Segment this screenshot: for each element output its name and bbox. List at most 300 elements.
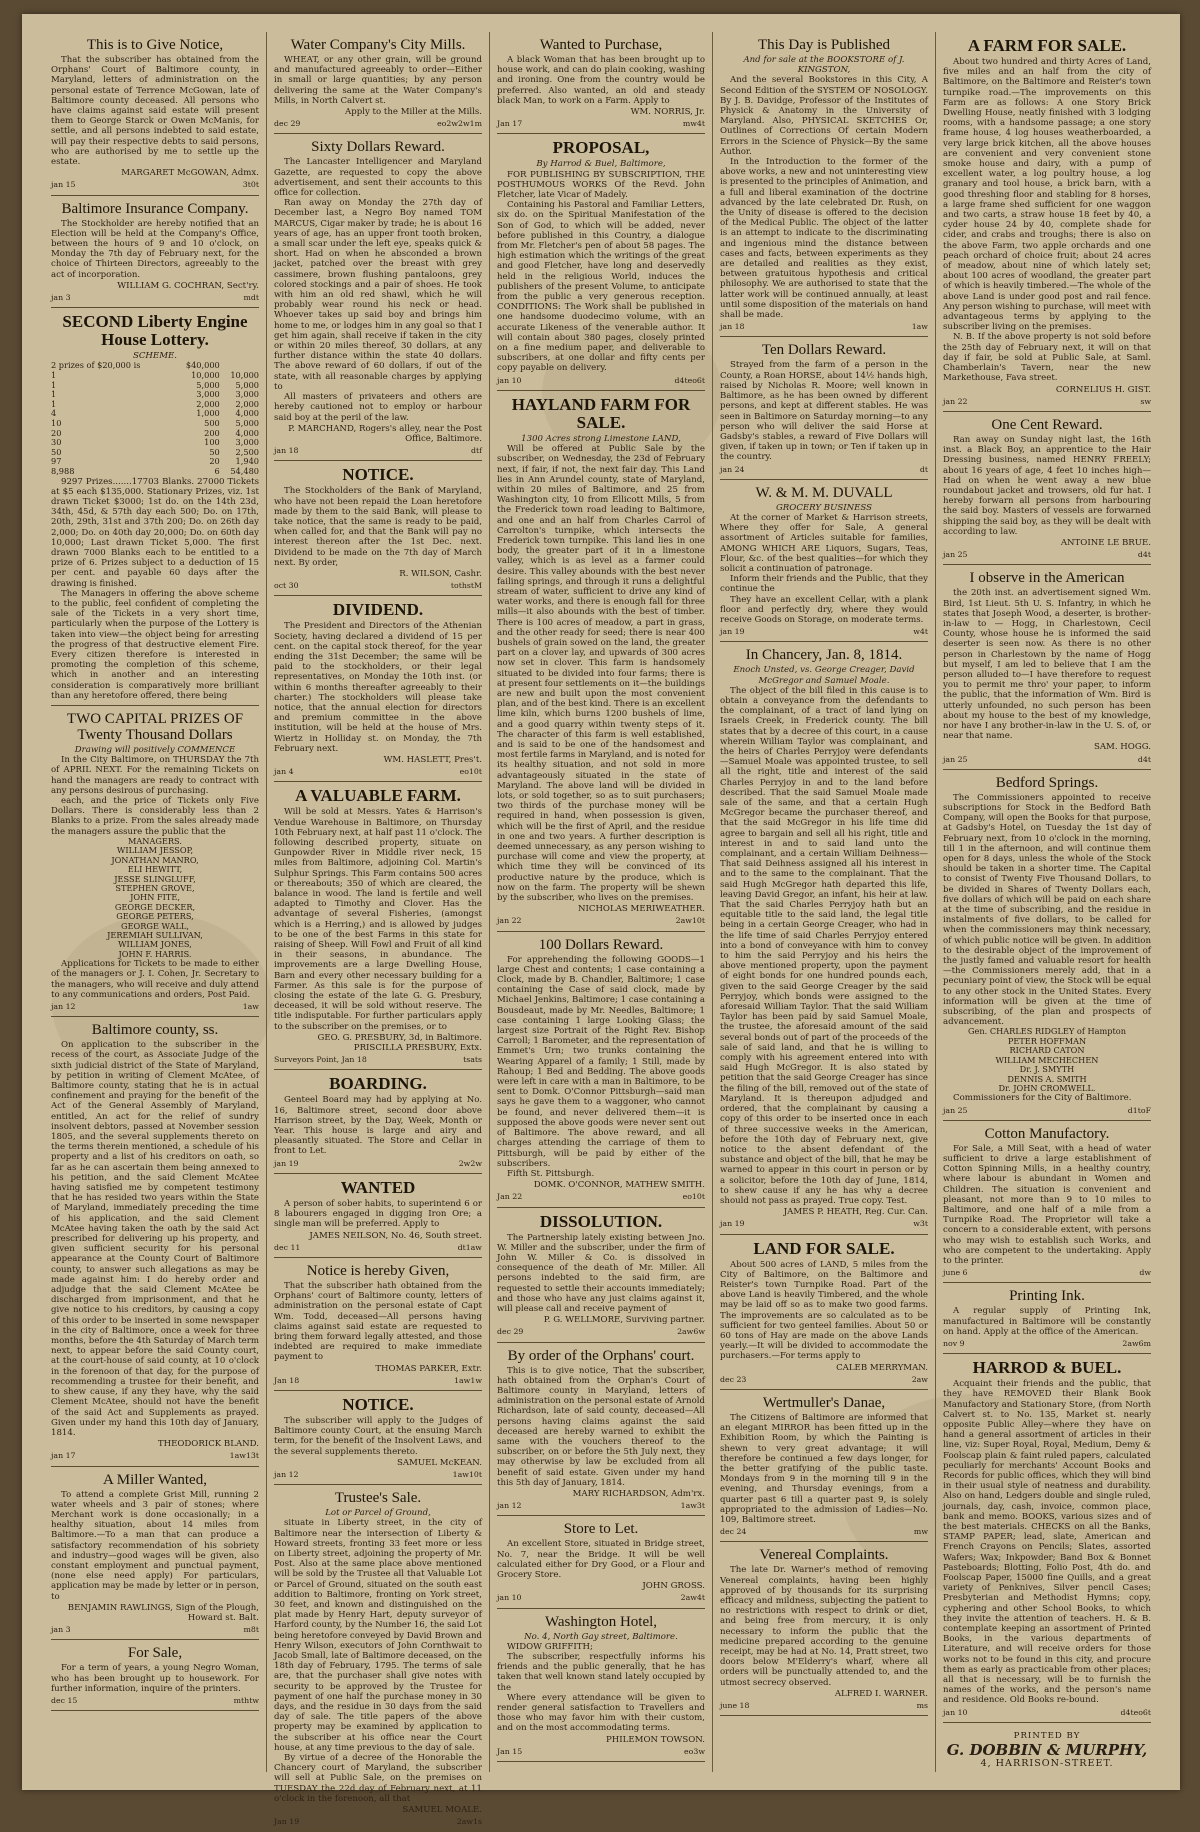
scheme-row: [51, 419, 259, 429]
ad-signature: Apply to the Miller at the Mills.: [345, 107, 482, 118]
ad-date: Jan 17: [497, 119, 523, 129]
advertisement: [274, 1174, 482, 1258]
ad-body: Ran away on Sunday night last, the 16th inst. a Black Boy, an apprentice to the Hair Dressing business, named HENRY FREELY; about 16 years of age, 4 feet 10 inches high—Had on when he went away a new blue roundabout jacket and trowsers, old fur hat. I hereby forwarn all persons from harbouring the said boy. Masters of vessels are forwarned shipping the said boy, as they will be dealt with according to law.: [943, 434, 1151, 537]
ad-insertion-code: eo2w2w1m: [437, 119, 482, 129]
scheme-cell: 6: [214, 466, 220, 476]
column-1: [44, 32, 267, 1772]
scheme-cell: 10,000: [230, 370, 259, 381]
scheme-row: [51, 361, 259, 371]
ad-subhead: GROCERY BUSINESS: [775, 502, 873, 513]
ad-date: jan 24: [720, 464, 745, 474]
ad-headline: NOTICE.: [342, 465, 414, 485]
advertisement: [51, 1640, 259, 1711]
ad-date: jan 17: [51, 1451, 76, 1461]
ad-signature: JOHN GROSS.: [642, 1581, 705, 1592]
ad-headline: A Miller Wanted,: [103, 1471, 207, 1488]
advertisement: [943, 1283, 1151, 1354]
ad-insertion-code: dtf: [470, 446, 482, 456]
ad-dateline: [720, 465, 928, 475]
ad-insertion-code: 1aw3t: [680, 1501, 705, 1511]
ad-tail-text: All masters of privateers and others are hereby cautioned not to employ or harbour said boy at the peril of the law.: [274, 392, 482, 423]
ad-body: The President and Directors of the Athenian Society, having declared a dividend of 15 per cent. on the capital stock thereof, for the year ending the 31st December; the same will be paid to the stockholders, or their legal representatives, on Monday the 10th inst. (or within 6 months thereafter agreeably to their charter.) The stockholders will please take notice, that the annual election for directors and premium committee in the above institution, will be held at the house of Mrs. Wiertz in Holliday st. on Monday, the 7th February next.: [274, 621, 482, 754]
advertisement: [51, 308, 259, 706]
ad-extra-text: WIDOW GRIFFITH;: [507, 1641, 593, 1652]
ad-body: Inform their friends and the Public, that they continue the: [720, 574, 928, 595]
ad-subhead: Enoch Unsted, vs. George Creager, David McGregor and Samuel Moale.: [733, 665, 915, 686]
ad-body: An excellent Store, situated in Bridge street, No. 7, near the Bridge. It will be well calculated either for Dry Good, or a Flour and Grocery Store.: [497, 1539, 705, 1580]
ad-headline: HARROD & BUEL.: [972, 1358, 1122, 1378]
ad-body: The subscriber will apply to the Judges of Baltimore county Court, at the ensuing March term, for the benefit of the Insolvent Laws, and the several supplements thereto.: [274, 1415, 482, 1457]
advertisement: [51, 196, 259, 309]
scheme-cell: 10,000: [191, 370, 220, 381]
ad-headline: One Cent Reward.: [991, 416, 1103, 433]
ad-headline: I observe in the American: [969, 570, 1125, 587]
ad-date: dec 23: [720, 1374, 747, 1384]
ad-body: The Commissioners appointed to receive subscriptions for Stock in the Bedford Bath Company, will open the Books for that purpose, at Gadsby's Hotel, on Tuesday the 1st day of February next, from 10 o'clock in the morning, till 1 in the afternoon, and will continue them open for 8 days, unless the whole of the Stock should be taken in a shorter time. The Capital to consist of Twenty Five Thousand Dollars, to be divided in Shares of Twenty Dollars each, five dollars of which will be paid on each share at the time of subscribing, and the residue in instalments of five dollars, to be called for when the commissioners may think necessary, of which public notice will be given. In addition to the desirable object of the improvement of the justly famed and valuable resort for health—the Commissioners merely add, that in a pecuniary point of view, the Stock will be equal to any other stock in the United States. Every information will be given at the time of subscribing, of the plan and prospects of advancement.: [943, 792, 1151, 1028]
ad-date: jan 15: [51, 180, 76, 190]
ad-dateline: [720, 322, 928, 332]
ad-subhead: SCHEME.: [132, 351, 178, 362]
scheme-cell: 5,000: [235, 379, 259, 390]
ad-body: A regular supply of Printing Ink, manufactured in Baltimore will be constantly on hand. Apply at the office of the American.: [943, 1306, 1151, 1337]
list-name: RICHARD CATON: [1009, 1045, 1085, 1056]
ad-headline: Washington Hotel,: [544, 1613, 658, 1630]
scheme-cell: 2 prizes of $20,000 is: [51, 360, 141, 371]
advertisement: [720, 642, 928, 1234]
ad-date: jan 12: [51, 1001, 76, 1011]
advertisement: [720, 480, 928, 643]
list-name: PETER HOFFMAN: [1007, 1035, 1087, 1046]
advertisement: [51, 706, 259, 1017]
scheme-row: [51, 438, 259, 448]
ad-body: About 500 acres of LAND, 5 miles from the City of Baltimore, on the Baltimore and Reister's town Turnpike Road. Part of the above Land is heavily Timbered, and the whole may be laid off so as to make two good farms. The improvements are so calculated as to be sufficient for two genteel families. About 50 or 60 tons of Hay are made on the above Lands yearly.—It will be divided to accommodate the purchasers.—For terms apply to: [720, 1259, 928, 1362]
ad-headline: 100 Dollars Reward.: [538, 936, 664, 953]
ad-signature: SAMUEL MOALE.: [402, 1805, 482, 1816]
ad-date: jan 3: [51, 293, 71, 303]
ad-date: jan 22: [497, 916, 522, 926]
ad-insertion-code: 2aw4t: [680, 1593, 705, 1603]
ad-body: By virtue of a decree of the Honorable the Chancery court of Maryland, the subscriber will sell at Public Sale, on the premises on TUESDAY the 22d day of February next, at 11 o'clock in the forenoon, all that: [274, 1753, 482, 1804]
scheme-cell: 1: [51, 389, 57, 400]
ad-extra-text: situate in Liberty street, in the city of Baltimore near the intersection of Liberty & Howard streets, fronting 33 feet more or less on Liberty street, adjoining the property of Mr. Post. Also at the same place above mentioned will be sold by the Trustee all that Valuable Lot or Parcel of Ground, situated on the south east addition to Baltimore, fronting on York street, 30 feet, and known and distinguished on the plat made by Henry Hart, deputy surveyor of Harford county, by the Number 16, the said Lot being heretofore conveyed by David Brown and Henry Wilson, executors of John Cornthwait to Jacob Small, late of Baltimore deceased, on the 18th day of February, 1795. The terms of sale are, that the purchaser shall give notes with security to be approved by the Trustee for payment of one half the purchase money in 30 days, and the residue in 30 days from the said day of sale. The title papers of the above property may be examined by application to the subscriber at his office near the Court house, at any time previous to the day of sale.: [274, 1518, 482, 1753]
scheme-cell: 3,000: [235, 389, 259, 400]
ad-signature: SAMUEL McKEAN.: [396, 1457, 482, 1468]
ad-date: june 18: [720, 1701, 750, 1711]
ad-body: That the subscriber hath obtained from the Orphans' court of Baltimore county, letters of administration on the personal estate of Capt Wm. Todd, deceased—All persons having claims against said estate are requested to bring them forward legally attested, and those indebted are required to make immediate payment to: [274, 1280, 482, 1363]
ad-dateline: [720, 1701, 928, 1711]
advertisement: [720, 1390, 928, 1542]
ad-headline: Trustee's Sale.: [334, 1490, 422, 1507]
ad-signature: SAM. HOGG.: [1093, 742, 1151, 753]
ad-date: dec 11: [274, 1242, 301, 1252]
column-2: [267, 32, 490, 1827]
ad-headline: For Sale,: [127, 1645, 183, 1662]
ad-body: WHEAT, or any other grain, will be ground and manufactured agreeably to order—Either in small or large quantities; by any person delivering the same at the Water Company's Mills, in North Calvert st.: [274, 55, 482, 106]
ad-insertion-code: 1aw: [242, 1001, 259, 1011]
ad-body: The late Dr. Warner's method of removing Venereal complaints, having been highly approved of by thousands for its surprising efficacy and mildness, subjecting the patient to no restrictions with respect to drink or diet, and being free from mercury, it is only necessary to inform the public that the medicine prepared according to the genuine receipt, may be had at No. 14, Pratt street, two doors below M'Elderry's wharf, where all orders will be punctually attended to, and the utmost secrecy observed.: [720, 1565, 928, 1688]
scheme-cell: 200: [204, 427, 220, 438]
ad-dateline: [497, 1593, 705, 1603]
ad-signature: WILLIAM G. COCHRAN, Sect'ry.: [117, 280, 259, 291]
scheme-row: [51, 409, 259, 419]
ad-date: dec 29: [274, 119, 301, 129]
advertisement: [497, 1609, 705, 1762]
scheme-cell: 2,000: [196, 398, 220, 409]
ad-date: dec 29: [497, 1327, 524, 1337]
ad-dateline: [497, 1327, 705, 1337]
ad-insertion-code: d4t: [1137, 754, 1151, 764]
ad-dateline: [943, 550, 1151, 560]
ad-insertion-code: tsats: [463, 1055, 482, 1065]
scheme-cell: 5,000: [196, 379, 220, 390]
ad-tail-text: Fifth St. Pittsburgh.: [507, 1168, 595, 1179]
imprint-label: PRINTED BY: [1013, 1730, 1081, 1741]
ad-body: The Stockholders of the Bank of Maryland, who have not been repaid the Loan heretofore made by them to the said Bank, will please to take notice, that the same is ready to be paid, when called for, and that the Bank will pay no interest thereon after the 1st Dec. next. Dividend to be made on the 7th day of March next. By order,: [274, 486, 482, 568]
ad-date: Jan 19: [274, 1817, 300, 1827]
ad-body: For Sale, a Mill Seat, with a head of water sufficient to drive a large establishment of Cotton Spinning Mills, in a healthy country, where labour is abundant in Women and Children. The situation is convenient and pleasant, not more than 9 to 10 miles to Baltimore, and one half of a mile from a Turnpike Road. The Proprietor will take a concern to a considerable extent, with persons who may wish to establish such Works, and who are competent to the undertaking. Apply to the printer.: [943, 1143, 1151, 1266]
ad-insertion-code: 3t0t: [242, 180, 259, 190]
advertisement: [274, 461, 482, 596]
ad-signature: NICHOLAS MERIWEATHER.: [577, 904, 705, 915]
imprint-address: 4, HARRISON-STREET.: [980, 1758, 1114, 1770]
ad-signature: THEODORICK BLAND.: [157, 1439, 259, 1450]
ad-headline: BOARDING.: [329, 1074, 427, 1094]
ad-date: jan 10: [497, 375, 522, 385]
advertisement: [274, 1485, 482, 1832]
ad-subhead: No. 4, North Gay street, Baltimore.: [524, 1631, 678, 1642]
ad-body: Containing his Pastoral and Familiar Letters, six do. on the Spiritual Manifestation of the Son of God, to which will be added, never before published in this Country, a dialogue from Mr. Fletcher's pen of about 58 pages. The high estimation which the writings of the great and good Fletcher, have long and deservedly held in the religious World, induces the publishers of the present Volume, to anticipate from the public a very generous reception. CONDITIONS: The Work shall be published in one handsome duodecimo volume, with an accurate Likeness of the venerable author. It will contain about 380 pages, closely printed on a fine medium paper, and deliverable to subscribers, at one dollar and fifty cents per copy payable on delivery.: [497, 200, 705, 374]
ad-tail-text: N. B. If the above property is not sold before the 25th day of February next, it will on that day if fair, be sold at Public Sale, at Saml. Chamberlain's Tavern, near the new Markethouse, Fava street.: [943, 332, 1151, 384]
ad-headline: Venereal Complaints.: [759, 1547, 889, 1564]
ad-dateline: [497, 119, 705, 129]
list-name: GEORGE DECKER,: [114, 901, 196, 912]
ad-headline: Water Company's City Mills.: [290, 37, 466, 53]
ad-signature: MARY RICHARDSON, Adm'rx.: [572, 1488, 705, 1499]
advertisement: [943, 770, 1151, 1121]
ad-insertion-code: d1toF: [1127, 1105, 1151, 1115]
ad-body: To attend a complete Grist Mill, running 2 water wheels and 3 pair of stones; where Merchant work is done occasionally; in a healthy situation, about 14 miles from Baltimore.—To a man that can produce a satisfactory recommendation of his sobriety and industry—good wages will be given, also constant employment and punctual payment, (none else need apply) For particulars, application may be made by letter or in person, to: [51, 1489, 259, 1602]
advertisement: [274, 1391, 482, 1485]
list-name: WILLIAM JONES,: [118, 939, 192, 950]
advertisement: [497, 1343, 705, 1517]
scheme-cell: $40,000: [185, 360, 220, 371]
scheme-cell: 5,000: [235, 418, 259, 429]
column-5: [936, 32, 1158, 1772]
ad-dateline: [274, 1159, 482, 1169]
scheme-cell: 4,000: [235, 408, 259, 419]
ad-signature: THOMAS PARKER, Extr.: [375, 1363, 482, 1374]
ad-headline: This is to Give Notice,: [86, 37, 224, 53]
list-name: JEREMIAH SULLIVAN,: [107, 929, 203, 940]
ad-dateline: [943, 1339, 1151, 1349]
ad-signature: ANTOINE LE BRUE.: [1060, 537, 1151, 548]
advertisement: [720, 32, 928, 337]
lottery-scheme-table: [51, 361, 259, 476]
advertisement: [274, 32, 482, 134]
ad-dateline: [943, 755, 1151, 765]
scheme-cell: 500: [204, 418, 220, 429]
advertisement: [943, 412, 1151, 565]
ad-subhead: And for sale at the BOOKSTORE of J. KINGSTON,: [743, 55, 905, 76]
ad-signature: WM. HASLETT, Pres't.: [383, 754, 482, 765]
newspaper-page: [22, 14, 1180, 1827]
ad-insertion-code: mw4t: [682, 119, 705, 129]
list-name: GEORGE WALL,: [121, 920, 189, 931]
ad-body: Will be offered at Public Sale by the subscriber, on Wednesday, the 23d of February next, if fair, if not, the next fair day. This Land lies in Ann Arundel county, state of Maryland, within 20 miles of Baltimore, and 25 from Washington city, 10 from Ellicott Mills, 5 from the Frederick town road leading to Baltimore, and one and an half from Charles Carrol of Carrolton's turnpike, which intersects the Frederick town turnpike. This land lies in one body, the greater part of it in a limestone valley, which is as level as a farmer could desire. This valley abounds with the best never failing springs, and through it runs a delightful stream of water, sufficient to drive any kind of water works, and there is enough fall for three mills—it also abounds with the best of timber. There is 100 acres of meadow, a part in grass, and the other ready for seed; there is near 400 bushels of grain sowed on the land, the greater part on a clover lay, and upwards of 300 acres now set in clover. This farm is handsomely situated to be divided into four farms; there is at present four settlements on it—the buildings are new and built upon the most convenient plan, and of the best kind. There is an excellent lime kiln, which burns 1200 bushels of lime, and a good quarry within twenty steps of it. The character of this farm is well established, and is said to be one of the handsomest and most fertile farms in Maryland, and is noted for its healthy situation, and not sold in more advantageously situated in the state of Maryland. The above land will be divided in lots, or sold together, so as to suit purchasers; two thirds of the purchase money will be required in hand, when possession is given, which will be the first of April, and the residue in one and two years. A further description is deemed unnecessary, as any person wishing to purchase will come and view the property, at which time they will be convinced of its productive nature by the produce, which is now on the farm. The property will be shewn by the subscriber, who lives on the premises.: [497, 444, 705, 904]
list-name: JOHN F. HARRIS.: [118, 948, 192, 959]
ad-body: The object of the bill filed in this cause is to obtain a conveyance from the defendants to the complainant, of a tract of land lying on Israels Creek, in Frederick county. The bill states that by a decree of this court, in a cause wherein William Taylor was complainant, and the heirs of Charles Perryjoy were defendants—Samuel Moale was appointed trustee, to sell all the right, title and interest of the said Charles Perryjoy in and to the land before described. That the said Samuel Moale made sale of the same, and that a certain Hugh McGregor became the purchaser thereof, and that the said McGregor in his life time did agree to bargain and sell all his right, title and interest in and to said land unto the complainant, and a certain William Deihness—That said Deihness assigned all his interest in and to the same to the complainant. That the said Hugh McGregor hath departed this life, leaving David Gregor, an infant, his heir at law. That the said Charles Perryjoy hath but an equitable title to the said land, the legal title being in a certain George Creager, who had in the life time of said Charles Perryjoy entered into a bond of conveyance with him to convey to him the said Perryjoy and his heirs the above mentioned property, upon the payment of eight bonds for one hundred pounds each, given to the said George Creager by the said Perryjoy, which bonds were assigned to the aforesaid William Taylor. That the said William Taylor has been paid by said Samuel Moale, the trustee, the aforesaid amount of the said several bonds out of part of the proceeds of the sale of said land, and that he is willing to comply with his agreement entered into with said Hugh McGregor. It is also stated by petition that the said George Creager has since the filing of the bill, removed out of the state of Maryland. It is thereupon adjudged and ordered, that the complainant by causing a copy of this order to be inserted once in each of three successive weeks in the American, before the 10th day of February next, give notice to the absent defendant of the substance and object of the bill, that he may be warned to appear in this court in person or by a solicitor, before the 10th day of June, 1814, to shew cause if any he has why a decree should not pass as prayed. True copy. Test.: [720, 685, 928, 1206]
ad-date: dec 15: [51, 1695, 78, 1705]
ad-dateline: [51, 1451, 259, 1461]
ad-date: jan 10: [943, 1707, 968, 1717]
scheme-cell: 1: [51, 379, 57, 390]
ad-body: For apprehending the following GOODS—1 large Chest and contents; 1 case containing a Clock, made by B. Chandler, Baltimore; 1 case containing the Case of said clock, made by Michael Jenkins, Baltimore; 1 case containing a Bousdeaut, made by Mr. Needles, Baltimore; 1 case containing 1 large Looking Glass; the largest size Portrait of the Right Rev. Bishop Carroll; 1 Barometer, and the representation of Emmet's Urn; two trunks containing the Wearing Apparel of a family; 1 Still, made by Rahoup; 1 Bed and Bedding. The above goods were left in care with a man in Baltimore, to be sent to Domk. O'Connor Pittsburgh—said man says he gave them to a waggoner, who cannot be found, and never delivered them—it is supposed the above goods were never sent out of Baltimore. The above reward, and all charges attending the carriage of them to Pittsburgh, will be paid by either of the subscribers.: [497, 954, 705, 1169]
ad-signature: R. WILSON, Cashr.: [399, 568, 482, 579]
ad-date: june 6: [943, 1268, 968, 1278]
ad-extra-text: In the City Baltimore, on THURSDAY the 7th of APRIL NEXT. For the remaining Tickets on hand the managers are ready to contract with any persons desirous of purchasing.: [51, 755, 259, 796]
advertisement: [274, 596, 482, 782]
ad-extra-text: FOR PUBLISHING BY SUBSCRIPTION, THE POSTHUMOUS WORKS Of the Revd. John Fletcher, late Vicar of Madely.: [497, 169, 705, 201]
ad-date: dec 24: [720, 1527, 747, 1537]
scheme-cell: 1,000: [196, 408, 220, 419]
ad-date: jan 18: [720, 322, 745, 332]
ad-date: Jan 18: [274, 1375, 300, 1385]
ad-date: jan 12: [497, 1501, 522, 1511]
ad-insertion-code: dt: [919, 464, 928, 474]
ad-body: About two hundred and thirty Acres of Land, five miles and an half from the city of Baltimore, on the Baltimore and Reister's town turnpike road.—The improvements on this Farm are as follows: A one Story Brick Dwelling House, neatly finished with 3 lodging rooms, with a handsome passage; a one story frame house, 4 log houses weatherboarded, a very large brick kitchen, all the above houses are convenient and very convenient stone smoke house and dairy, with a pump of excellent water, a log poultry house, a log granary and tool house, a brick barn, with a good threshing floor and stabling for 8 horses, a large frame shed sufficient for one waggon and two carts, a straw house 18 feet by 40, a cyder house 24 by 40, complete shade for cider, and crabs and troughs; there is also on the above Farm, two apple orchards and one peach orchard of choice fruit; about 24 acres of meadow, about nine of which lately set; about 100 acres of woodland, the greater part of which is heavily timbered.—The whole of the above Land is under good post and rail fence. Any person wishing to purchase, will meet with advantageous terms by applying to the subscriber living on the premises.: [943, 57, 1151, 333]
list-name: GEORGE PETERS,: [116, 911, 194, 922]
ad-date: oct 30: [274, 581, 299, 591]
scheme-cell: 100: [204, 437, 220, 448]
ad-headline: SECOND Liberty Engine House Lottery.: [62, 312, 248, 350]
ad-body: A person of sober habits, to superintend 6 or 8 labourers engaged in digging Iron Ore; a single man will be preferred. Apply to: [274, 1198, 482, 1230]
ad-insertion-code: 2aw6m: [1122, 1338, 1151, 1348]
advertisement: [497, 134, 705, 390]
scheme-row: [51, 429, 259, 439]
ad-body: Strayed from the farm of a person in the County, a Roan HORSE, about 14½ hands high, raised by Nicholas R. Moore; well known in Baltimore, as he has been owned by different persons, and kept at different stables. He was seen in Baltimore on Saturday morning—to any person who will deliver the said Horse at Gadsby's stables, a reward of Five Dollars will given, if taken up in town; or Ten if taken up in the country.: [720, 360, 928, 463]
ad-dateline: [497, 1747, 705, 1757]
ad-body: Genteel Board may had by applying at No. 16, Baltimore street, second door above Harrison street, by the Day, Week, Month or Year. This house is large and airy and pleasantly situated. The Store and Cellar in front to Let.: [274, 1095, 482, 1157]
ad-insertion-code: mdt: [243, 293, 259, 303]
ad-date: jan 25: [943, 550, 968, 560]
ad-dateline: [274, 1817, 482, 1827]
ad-dateline: [51, 1696, 259, 1706]
ad-insertion-code: eo10t: [459, 767, 482, 777]
scheme-row: [51, 381, 259, 391]
ad-headline: In Chancery, Jan. 8, 1814.: [745, 647, 903, 664]
ad-body: In the Introduction to the former of the above works, a new and not uninteresting view is presented to the principles of Animation, and a full and liberal examination of the doctrine advanced by the late celebrated Dr. Rush, on the Unity of disease is offered to the decision of the Medical Public. The object of the latter is an attempt to indicate to the discriminating and ingenious mind the distance between cases and facts, between experiments as they are detailed and realities as they exist, between gratuitous hypothesis and critical philosophy. We are authorised to state that the latter work will be continued annually, at least until some disposition of the materials on hand shall be made.: [720, 157, 928, 321]
ad-dateline: [720, 1527, 928, 1537]
ad-extra-text: The Lancaster Intelligencer and Maryland Gazette, are requested to copy the above advertisement, and sent their accounts to this office for collection.: [274, 157, 482, 199]
ad-signature: JAMES P. HEATH, Reg. Cur. Can.: [783, 1207, 928, 1218]
ad-headline: Bedford Springs.: [995, 774, 1099, 791]
ad-dateline: [274, 1470, 482, 1480]
ad-insertion-code: 1aw10t: [452, 1469, 482, 1479]
ad-date: jan 3: [51, 1625, 71, 1635]
ad-headline: By order of the Orphans' court.: [507, 1347, 695, 1364]
scheme-row: [51, 457, 259, 467]
ad-headline: PROPOSAL,: [552, 138, 650, 158]
ad-tail-text: Where every attendance will be given to render general satisfaction to Travellers and those who may favor him with their custom, and on the most accommodating terms.: [497, 1692, 705, 1734]
scheme-cell: 8,988: [51, 466, 75, 476]
ad-insertion-code: d4teo6t: [1120, 1707, 1151, 1717]
ad-body: The Citizens of Baltimore are informed that an elegant MIRROR has been fitted up in the Exhibition Room, by which the Painting is shewn to very great advantage; it will therefore be continued a few days longer, for the better gratifying of the public taste. Mondays from 9 in the morning till 9 in the evening, and Thursday evenings, from a quarter past 6 till a quarter past 9, is solely appropriated to the admission of Ladies—No. 109, Baltimore street.: [720, 1412, 928, 1525]
ad-insertion-code: m8t: [243, 1625, 259, 1635]
advertisement: [943, 565, 1151, 769]
ad-signature: MARGARET McGOWAN, Admx.: [121, 168, 259, 179]
ad-body: This is to give notice, That the subscriber, hath obtained from the Orphan's Court of Baltimore county in Maryland, letters of administration on the personal estate of Arnold Richardson, late of said county, deceased—All persons having claims against the said deceased are hereby warned to exhibit the same with the vouchers thereof to the subscriber, on or before the 5th July next, they may otherwise by law be excluded from all benefit of said estate. Given under my hand this 5th day of January, 1814.: [497, 1365, 705, 1488]
ad-body: Will be sold at Messrs. Yates & Harrison's Vendue Warehouse in Baltimore, on Thursday 10th February next, at half past 11 o'clock. The following described property, situate on Gunpowder River in Middle river neck, 15 miles from Baltimore, adjoining Col. Martin's Sulphur Springs. This Farm contains 500 acres or thereabouts; 350 of which are cleared, the balance in wood. The land is fertile and well adapted to Timothy and Clover. Has the advantage of several Fisheries, (amongst which is a Herring,) and is allowed by judges to be one of the best Farms in this state for raising of Sheep. Will Fowl and Fruit of all kind in their seasons, in abundance. The improvements are a large Dwelling House, Barn and every other necessary building for a Farmer. As this sale is for the purpose of closing the estate of the late G. G. Presbury, deceased, it will be sold without reserve. The title indisputable. For further particulars apply to the subscriber on the premises, or to: [274, 807, 482, 1032]
ad-insertion-code: eo10t: [682, 1192, 705, 1202]
scheme-cell: 50: [51, 446, 62, 457]
ad-signature: ALFRED I. WARNER.: [834, 1688, 928, 1699]
ad-body: The Managers in offering the above scheme to the public, feel confident of completing the sale of the Tickets in a very short time, particularly when the purpose of the Lottery is taken into view—the object being for arresting the progress of that destructive element Fire. Every citizen therefore is interested in promoting the completion of this scheme, which in another and an interesting consideration is comparatively more brilliant than any heretofore offered, there being: [51, 588, 259, 701]
scheme-row: [51, 467, 259, 477]
advertisement: [720, 1542, 928, 1716]
ad-dateline: [51, 180, 259, 190]
list-name: STEPHEN GROVE,: [115, 882, 195, 893]
ad-dateline: [720, 1219, 928, 1229]
scheme-cell: 1: [51, 398, 57, 409]
ad-insertion-code: 1aw13t: [229, 1451, 259, 1461]
ad-date: Jan 22: [497, 1192, 523, 1202]
ad-dateline: [497, 1501, 705, 1511]
ad-body: The subscriber, respectfully informs his friends and the public generally, that he has taken that well known stand lately occupied by the: [497, 1652, 705, 1693]
scheme-cell: 2,500: [235, 446, 259, 457]
ad-signature: CALEB MERRYMAN.: [836, 1362, 928, 1373]
ad-body: For a term of years, a young Negro Woman, who has been brought up to housework. For further information, inquire of the printers.: [51, 1663, 259, 1694]
advertisement: [943, 1354, 1151, 1723]
ad-date: Jan 15: [497, 1746, 523, 1756]
ad-insertion-code: 2aw6w: [677, 1327, 705, 1337]
scheme-cell: 20: [209, 456, 220, 467]
ad-signature: CORNELIUS H. GIST.: [1055, 384, 1151, 395]
ad-dateline: [274, 119, 482, 129]
advertisement: [497, 32, 705, 134]
list-name: WILLIAM JESSOP,: [116, 845, 194, 856]
scheme-cell: 50: [209, 446, 220, 457]
scheme-row: [51, 390, 259, 400]
ad-body: Ran away on Monday the 27th day of December last, a Negro Boy named TOM MARCUS, Cigar maker by trade; he is about 16 years of age, has an upper front tooth broken, a small scar under the left eye, speaks quick & short. Had on when he absconded a brown jacket, patched over the breast with grey cassimere, brown flushing pantaloons, grey colored stockings and a pair of shoes. He took with him an old red shawl, which he will probably wear round his neck or head. Whoever takes up said boy and brings him home to me, or lodges him in any goal so that I get him again, shall receive if taken in the city or within 20 miles thereof, 30 dollars, at any further distance within the state 40 dollars. The above reward of 60 dollars, if out of the state, with all reasonable charges by applying to: [274, 198, 482, 392]
ad-extra-text: And the several Bookstores in this City, A Second Edition of the SYSTEM OF NOSOLOGY. By J. B. Davidge, Professor of the Institutes of Physick & Anatomy in the University of Maryland. Also, PHYSICAL SKETCHES Or, Outlines of Corrections Of certain Modern Errors in the Science of Physick—By the same Author.: [720, 75, 928, 157]
list-name: Dr. J. SMYTH: [1019, 1064, 1075, 1075]
ad-signature: BENJAMIN RAWLINGS, Sign of the Plough, Howard st. Balt.: [67, 1602, 259, 1623]
ad-date: jan 10: [497, 1593, 522, 1603]
advertisement: [943, 1121, 1151, 1284]
ad-dateline: [497, 1192, 705, 1202]
scheme-cell: 30: [51, 437, 62, 448]
ad-headline: A VALUABLE FARM.: [295, 786, 461, 806]
list-label: Gen. CHARLES RIDGLEY of Hampton: [968, 1026, 1126, 1037]
ad-tail-text: Commissioners for the City of Baltimore.: [953, 1093, 1132, 1104]
advertisement: [274, 1258, 482, 1391]
list-name: Dr. JOHN CROMWELL.: [998, 1082, 1096, 1093]
ad-subhead: By Harrod & Buel, Baltimore,: [536, 159, 666, 170]
ad-body: each, and the price of Tickets only Five Dollars. There is considerably less than 2 Blanks to a prize. From the sales already made the managers assure the public that the: [51, 796, 259, 837]
advertisement: [274, 1070, 482, 1173]
scheme-row: [51, 371, 259, 381]
ad-dateline: [274, 446, 482, 456]
ad-body: Acquaint their friends and the public, that they have REMOVED their Blank Book Manufactory and Stationary Store, (from North Calvert st. to No. 135, Market st. nearly opposite Public Alley—where they have on hand a general assortment of articles in their line, viz: Super Royal, Royal, Medium, Demy & Foolscap plain & faint ruled papers, calculated peculiarly for merchants' Account Books and Records for public offices, which they will bind in their usual style of neatness and durability. Also on hand, Ledgers double and single ruled, journals, day, cash, invoice, common place, bank and memo. BOOKS, various sizes and of the best materials. CHECKS on all the Banks, STAMP PAPER; lead, slate, American and French Crayons on Pencils; Slates, assorted Wafers; Wax; Inkpowder; Band Box & Bonnet Pasteboards; Blotting, Folio Post, 4th do. and Foolscap Paper, 15000 fine Quills, and a great variety of Penknives, Silver pencil Cases; Presbyterian and Methodist Hymns; copy, cyphering and other School Books, to which they invite the attention of teachers. H. & B. contemplate keeping an assortment of Printed Books, in the various departments of Literature, and will receive orders for those works not to be found in this city, and procure them as early as practicable from other places; all that is necessary, will be to furnish the names of the works, and the person's name and residence. Old Books re-bound.: [943, 1379, 1151, 1706]
ad-date: jan 25: [943, 1105, 968, 1115]
ad-headline: Baltimore county, ss.: [91, 1022, 219, 1039]
ad-signature: GEO. G. PRESBURY, 3d, in Baltimore. PRISCILLA PRESBURY, Extx.: [317, 1032, 482, 1054]
ad-headline: DIVIDEND.: [332, 600, 424, 620]
list-name: WILLIAM MECHECHEN: [995, 1054, 1099, 1065]
scheme-cell: 20: [51, 427, 62, 438]
ad-dateline: [274, 1376, 482, 1386]
ad-dateline: [274, 1243, 482, 1253]
advertisement: [497, 932, 705, 1208]
ad-headline: Wanted to Purchase,: [539, 37, 663, 53]
ad-headline: DISSOLUTION.: [539, 1211, 663, 1231]
ad-dateline: [943, 1708, 1151, 1718]
ad-body: On application to the subscriber in the recess of the court, as Associate Judge of the sixth judicial district of the State of Maryland, by petition in writing of Clement McAtee, of Baltimore county, stating that he is in actual confinement and praying for the benefit of the Act of the General Assembly of Maryland, entitled, An act for the relief of sundry insolvent debtors, passed at November session 1805, and the several supplements thereto on the terms therein mentioned, a schedule of his property and a list of his creditors on oath, so far as he can ascertain them being annexed to his petition, and the said Clement McAtee having satisfied me by competent testimony that he has resided two years within the State of Maryland, immediately preceding the time of his application, and the said Clement McAtee having taken the oath by the said Act prescribed for delivering up his property, and given sufficient security for his personal appearance at the County Court of Baltimore county, to answer such allegations as may be made against him: I do hereby order and adjudge that the said Clement McAtee be discharged from imprisonment, and that he give notice to his creditors, by causing a copy of this order to be inserted in some newspaper in the city of Baltimore, once a week for three months, before the 4th Saturday of March term next, to appear before the said County court, at the court-house of said county, at 10 o'clock in the forenoon of that day, for the purpose of recommending a trustee for their benefit, and to shew cause, if any they have, why the said Clement McAtee, should not have the benefit of the said Act and Supplements as prayed. Given under my hand this 10th day of January, 1814.: [51, 1040, 259, 1438]
scheme-cell: 4: [51, 408, 57, 419]
ad-headline: Wertmuller's Danae,: [762, 1394, 886, 1411]
ad-dateline: [943, 397, 1151, 407]
ad-dateline: [274, 581, 482, 591]
ad-dateline: [274, 1055, 482, 1065]
scheme-cell: 10: [51, 418, 62, 429]
advertisement: [497, 1208, 705, 1343]
ad-dateline: [497, 376, 705, 386]
ad-insertion-code: tothstM: [450, 581, 482, 591]
ad-signature: P. MARCHAND, Rogers's alley, near the Post Office, Baltimore.: [288, 423, 482, 444]
ad-signature: WM. NORRIS, Jr.: [630, 107, 705, 118]
scheme-cell: 3,000: [196, 389, 220, 400]
ad-headline: Ten Dollars Reward.: [761, 342, 887, 359]
ad-body: The Stockholder are hereby notified that an Election will be held at the Company's Office, between the hours of 9 and 10 o'clock, on Monday the 7th day of February next, for the choice of Thirteen Directors, agreeably to the act of incorporation.: [51, 218, 259, 280]
ad-subhead: Drawing will positively COMMENCE: [74, 745, 236, 756]
ad-headline: Store to Let.: [563, 1521, 639, 1538]
ad-dateline: [720, 627, 928, 637]
advertisement: [497, 1516, 705, 1608]
ad-insertion-code: 2w2w: [458, 1158, 482, 1168]
ad-insertion-code: w3t: [913, 1219, 928, 1229]
scheme-cell: 3,000: [235, 437, 259, 448]
columns-container: [44, 32, 1158, 1827]
ad-signature: JAMES NEILSON, No. 46, South street.: [309, 1230, 482, 1241]
ad-body: That the subscriber has obtained from the Orphans' Court of Baltimore county, in Maryland, letters of administration on the personal estate of Terrence McGowan, late of Baltimore county deceased. All persons who have claims against said estate will present them to George Starck or Owen McManis, for settle, and all persons indebted to said estate, will pay their respective debts to said persons, who are authorised by me to settle up the estate.: [51, 55, 259, 168]
ad-dateline: [51, 1002, 259, 1012]
ad-insertion-code: mthtw: [233, 1695, 259, 1705]
ad-date: jan 19: [274, 1158, 299, 1168]
ad-headline: W. & M. M. DUVALL: [755, 484, 893, 501]
ad-headline: Printing Ink.: [1009, 1288, 1085, 1305]
ad-insertion-code: mw: [913, 1527, 928, 1537]
advertisement: [51, 1467, 259, 1641]
ad-headline: NOTICE.: [342, 1394, 414, 1414]
ad-headline: WANTED: [340, 1177, 416, 1197]
ad-insertion-code: sw: [1140, 396, 1151, 406]
ad-date: jan 18: [274, 446, 299, 456]
list-name: DENNIS A. SMITH: [1007, 1073, 1087, 1084]
list-name: ELI HEWITT,: [127, 864, 183, 875]
scheme-cell: 4,000: [235, 427, 259, 438]
advertisement: [720, 1235, 928, 1390]
ad-date: jan 19: [720, 1219, 745, 1229]
ad-insertion-code: eo3w: [684, 1746, 705, 1756]
ad-headline: HAYLAND FARM FOR SALE.: [511, 394, 691, 432]
ad-body: A black Woman that has been brought up to house work, and can do plain cooking, washing and ironing. One from the country would be preferred. Also wanted, an old and steady black Man, to work on a Farm. Apply to: [497, 55, 705, 106]
ad-insertion-code: dt1aw: [457, 1242, 482, 1252]
column-4: [713, 32, 936, 1772]
scheme-cell: 54,480: [230, 466, 259, 476]
scheme-row: [51, 448, 259, 458]
ad-insertion-code: dw: [1139, 1268, 1151, 1278]
list-label: MANAGERS.: [128, 835, 182, 846]
